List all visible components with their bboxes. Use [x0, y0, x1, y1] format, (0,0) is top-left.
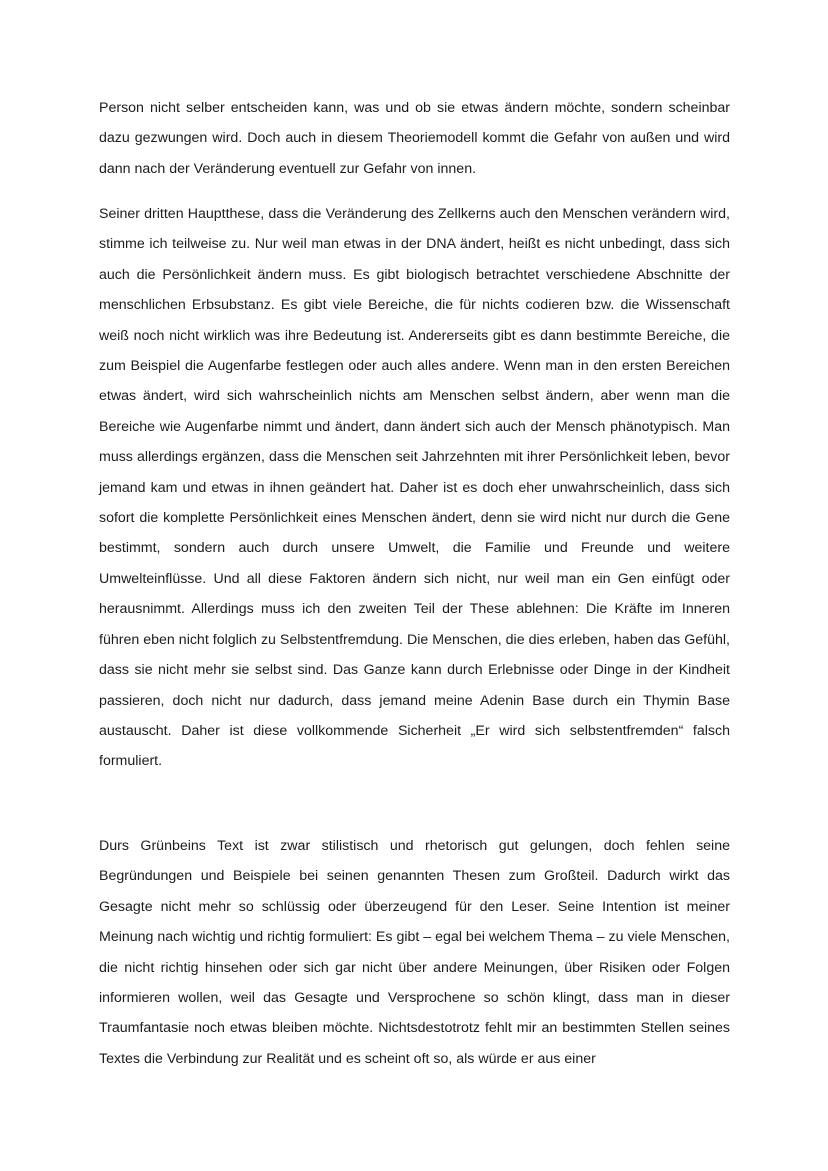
paragraph-conclusion: Durs Grünbeins Text ist zwar stilistisch und rhetorisch gut gelungen, doch fehlen seine Begründungen und Beispiele bei seinen genannten Thesen zum Großteil. Dadurch wirkt das Gesagte nicht mehr so schlüssig oder überzeugend für den Leser. Seine Intention ist meiner Meinung nach wichtig und richtig formuliert: Es gibt – egal bei welchem Thema – zu viele Menschen, die nicht richtig hinsehen oder sich gar nicht über andere Meinungen, über Risiken oder Folgen informieren wollen, weil das Gesagte und Versprochene so schön klingt, dass man in dieser Traumfantasie noch etwas bleiben möchte. Nichtsdestotrotz fehlt mir an bestimmten Stellen seines Textes die Verbindung zur Realität und es scheint oft so, als würde er aus einer	[99, 838, 730, 1067]
paragraph-third-thesis: Seiner dritten Hauptthese, dass die Veränderung des Zellkerns auch den Menschen verändern wird, stimme ich teilweise zu. Nur weil man etwas in der DNA ändert, heißt es nicht unbedingt, dass sich auch die Persönlichkeit ändern muss. Es gibt biologisch betrachtet verschiedene Abschnitte der menschlichen Erbsubstanz. Es gibt viele Bereiche, die für nichts codieren bzw. die Wissenschaft weiß noch nicht wirklich was ihre Bedeutung ist. Andererseits gibt es dann bestimmte Bereiche, die zum Beispiel die Augenfarbe festlegen oder auch alles andere. Wenn man in den ersten Bereichen etwas ändert, wird sich wahrscheinlich nichts am Menschen selbst ändern, aber wenn man die Bereiche wie Augenfarbe nimmt und ändert, dann ändert sich auch der Mensch phänotypisch. Man muss allerdings ergänzen, dass die Menschen seit Jahrzehnten mit ihrer Persönlichkeit leben, bevor jemand kam und etwas in ihnen geändert hat. Daher ist es doch eher unwahrscheinlich, dass sich sofort die komplette Persönlichkeit eines Menschen ändert, denn sie wird nicht nur durch die Gene bestimmt, sondern auch durch unsere Umwelt, die Familie und Freunde und weitere Umwelteinflüsse. Und all diese Faktoren ändern sich nicht, nur weil man ein Gen einfügt oder herausnimmt. Allerdings muss ich den zweiten Teil der These ablehnen: Die Kräfte im Inneren führen eben nicht folglich zu Selbstentfremdung. Die Menschen, die dies erleben, haben das Gefühl, dass sie nicht mehr sie selbst sind. Das Ganze kann durch Erlebnisse oder Dinge in der Kindheit passieren, doch nicht nur dadurch, dass jemand meine Adenin Base durch ein Thymin Base austauscht. Daher ist diese vollkommende Sicherheit „Er wird sich selbstentfremden“ falsch formuliert.	[99, 206, 730, 770]
paragraph-continuation: Person nicht selber entscheiden kann, was und ob sie etwas ändern möchte, sondern scheinbar dazu gezwungen wird. Doch auch in diesem Theoriemodell kommt die Gefahr von außen und wird dann nach der Veränderung eventuell zur Gefahr von innen.	[99, 100, 730, 177]
